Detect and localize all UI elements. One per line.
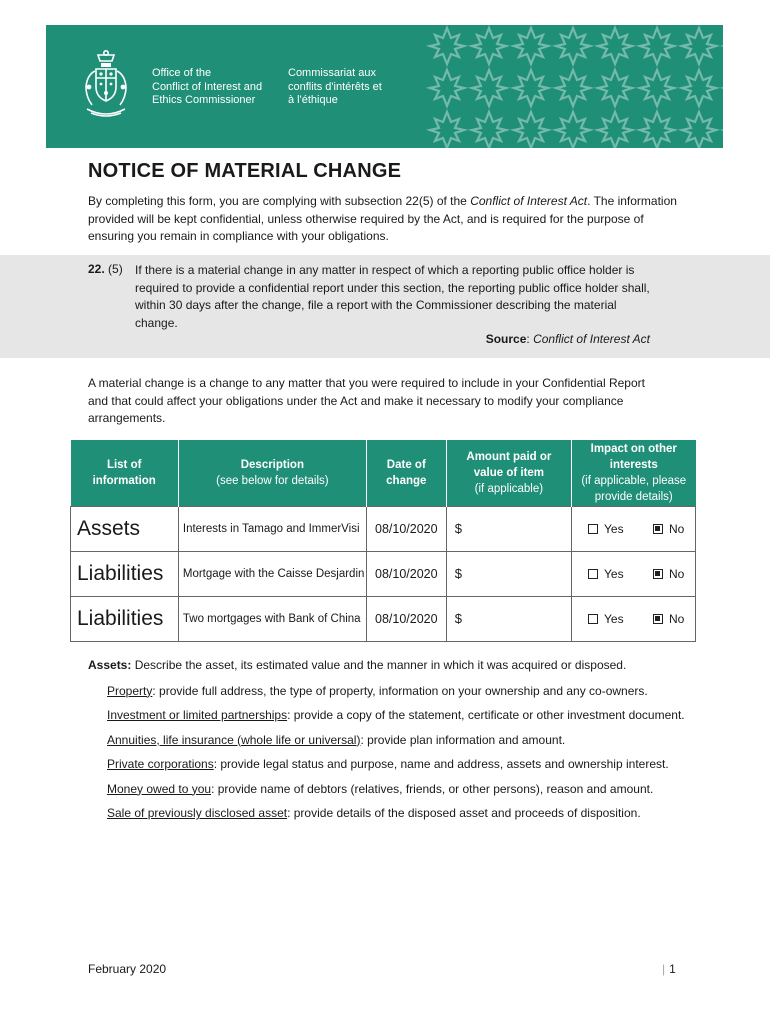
- amount-field[interactable]: $: [446, 551, 571, 596]
- no-checkbox[interactable]: [653, 569, 663, 579]
- category-cell: Assets: [71, 506, 179, 551]
- list-item: Investment or limited partnerships: provide a copy of the statement, certificate or other investment document.: [107, 708, 685, 722]
- material-change-definition: A material change is a change to any matter that you were required to include in your Confidential Report and that could affect your obligations under the Act and make it necessary to modify your compliance arrangements.: [88, 376, 645, 425]
- list-item: Property: provide full address, the type of property, information on your ownership and any co-owners.: [107, 683, 648, 698]
- description-field[interactable]: Mortgage with the Caisse Desjardin: [178, 551, 366, 596]
- material-change-table: [70, 440, 696, 642]
- intro-paragraph: By completing this form, you are complying with subsection 22(5) of the Conflict of Interest Act. The information provided will be kept confidential, unless otherwise required by the Act, and is required for the purpose of ensuring you remain in compliance with your obligations.: [88, 194, 677, 243]
- section-number: 22. (5): [88, 262, 123, 276]
- impact-yes-option[interactable]: Yes: [588, 612, 624, 626]
- footer-date: February 2020: [88, 962, 167, 976]
- assets-heading: Assets: Describe the asset, its estimated value and the manner in which it was acquired or disposed.: [88, 658, 627, 672]
- table-row: [71, 506, 696, 551]
- date-field[interactable]: 08/10/2020: [366, 551, 446, 596]
- list-item: Private corporations: provide legal status and purpose, name and address, assets and ownership interest.: [107, 757, 669, 771]
- header-date-of-change: Date of change: [366, 440, 446, 506]
- amount-field[interactable]: $: [446, 506, 571, 551]
- impact-no-option[interactable]: No: [653, 522, 684, 536]
- impact-no-option[interactable]: No: [653, 612, 684, 626]
- yes-checkbox[interactable]: [588, 524, 598, 534]
- legislation-source: Source: Conflict of Interest Act: [485, 332, 650, 346]
- org-name-french: Commissariat aux conflits d'intérêts et à l'éthique: [288, 67, 382, 106]
- page-number: | 1: [662, 962, 676, 976]
- no-checkbox[interactable]: [653, 614, 663, 624]
- no-checkbox[interactable]: [653, 524, 663, 534]
- assets-instructions: [88, 657, 688, 830]
- impact-yes-option[interactable]: Yes: [588, 522, 624, 536]
- page-title: NOTICE OF MATERIAL CHANGE: [88, 160, 402, 182]
- legislation-text: If there is a material change in any matter in respect of which a reporting public office holder is required to provide a confidential report under this section, the reporting public office holder shall, within 30 days after the change, file a report with the Commissioner describing the material change.: [135, 263, 650, 330]
- category-cell: Liabilities: [71, 596, 179, 641]
- header-list-of-information: List of information: [71, 440, 179, 506]
- impact-no-option[interactable]: No: [653, 567, 684, 581]
- header-banner: [46, 25, 723, 148]
- yes-checkbox[interactable]: [588, 569, 598, 579]
- date-field[interactable]: 08/10/2020: [366, 596, 446, 641]
- header-impact: Impact on other interests (if applicable, please provide details): [572, 440, 696, 506]
- impact-cell: [572, 596, 696, 641]
- impact-cell: [572, 551, 696, 596]
- yes-checkbox[interactable]: [588, 614, 598, 624]
- header-amount: Amount paid or value of item (if applicable): [446, 440, 571, 506]
- impact-yes-option[interactable]: Yes: [588, 567, 624, 581]
- description-field[interactable]: Interests in Tamago and ImmerVisi: [178, 506, 366, 551]
- impact-cell: [572, 506, 696, 551]
- category-cell: Liabilities: [71, 551, 179, 596]
- date-field[interactable]: 08/10/2020: [366, 506, 446, 551]
- maple-leaf-pattern: [426, 25, 723, 148]
- header-description: Description (see below for details): [178, 440, 366, 506]
- coat-of-arms-icon: [81, 49, 131, 119]
- list-item: Annuities, life insurance (whole life or universal): provide plan information and amount.: [107, 732, 566, 747]
- description-field[interactable]: Two mortgages with Bank of China: [178, 596, 366, 641]
- list-item: Money owed to you: provide name of debtors (relatives, friends, or other persons), reason and amount.: [107, 781, 654, 796]
- list-item: Sale of previously disclosed asset: provide details of the disposed asset and proceeds of disposition.: [107, 806, 641, 820]
- table-row: [71, 596, 696, 641]
- table-row: [71, 551, 696, 596]
- org-name-english: Office of the Conflict of Interest and Ethics Commissioner: [152, 67, 263, 106]
- amount-field[interactable]: $: [446, 596, 571, 641]
